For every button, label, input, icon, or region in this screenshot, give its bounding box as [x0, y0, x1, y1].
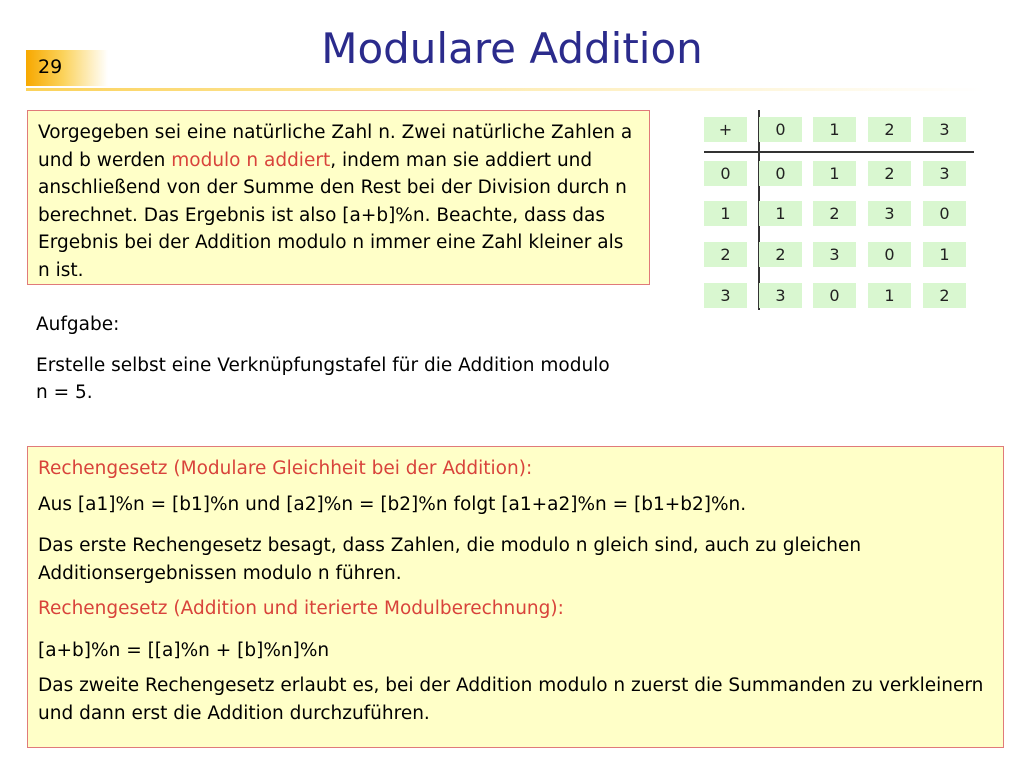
table-cell: 0: [759, 161, 802, 186]
table-header-cell: +: [704, 117, 747, 142]
law1-formula: Aus [a1]%n = [b1]%n und [a2]%n = [b2]%n folgt [a1+a2]%n = [b1+b2]%n.: [38, 493, 747, 515]
table-cell: 1: [759, 201, 802, 226]
table-row-header-cell: 2: [704, 242, 747, 267]
table-cell: 2: [813, 201, 856, 226]
table-header-cell: 2: [868, 117, 911, 142]
law1-explanation: Das erste Rechengesetz besagt, dass Zahlen, die modulo n gleich sind, auch zu gleichen Additionsergebnissen modulo n führen.: [38, 535, 862, 584]
intro-text-part1: Vorgegeben sei eine natürliche Zahl n. Zwei natürliche Zahlen a und b werden: [38, 122, 633, 171]
table-cell: 1: [923, 242, 966, 267]
task-label: Aufgabe:: [36, 314, 120, 335]
table-row-header-cell: 0: [704, 161, 747, 186]
laws-box: [27, 446, 1004, 748]
task-section: [36, 311, 626, 406]
table-header-cell: 3: [923, 117, 966, 142]
law1-title: Rechengesetz (Modulare Gleichheit bei der Addition):: [38, 458, 533, 479]
table-cell: 3: [923, 161, 966, 186]
table-cell: 3: [813, 242, 856, 267]
table-cell: 2: [759, 242, 802, 267]
table-row-header-cell: 3: [704, 283, 747, 308]
table-header-cell: 0: [759, 117, 802, 142]
table-cell: 2: [868, 161, 911, 186]
table-cell: 0: [923, 201, 966, 226]
table-horizontal-divider: [704, 151, 974, 153]
intro-text-part2: , indem man sie addiert und anschließend von der Summe den Rest bei der Division durch n berechnet. Das Ergebnis ist also [a+b]%n. Beachte, dass das Ergebnis bei der Addition modulo n immer eine Zahl kleiner als n ist.: [38, 149, 627, 281]
law2-title: Rechengesetz (Addition und iterierte Modulberechnung):: [38, 598, 564, 619]
slide-number: 29: [38, 56, 63, 78]
table-cell: 3: [868, 201, 911, 226]
page-title: Modulare Addition: [321, 24, 703, 73]
table-header-cell: 1: [813, 117, 856, 142]
intro-box: [27, 110, 650, 285]
table-cell: 0: [868, 242, 911, 267]
table-row-header-cell: 1: [704, 201, 747, 226]
table-cell: 2: [923, 283, 966, 308]
table-cell: 3: [759, 283, 802, 308]
law2-formula: [a+b]%n = [[a]%n + [b]%n]%n: [38, 639, 330, 661]
table-cell: 0: [813, 283, 856, 308]
law2-explanation: Das zweite Rechengesetz erlaubt es, bei der Addition modulo n zuerst die Summanden zu verkleinern und dann erst die Addition durchzuführen.: [38, 675, 984, 724]
intro-highlight: modulo n addiert: [171, 149, 331, 171]
task-text: Erstelle selbst eine Verknüpfungstafel für die Addition modulo n = 5.: [36, 355, 610, 403]
table-cell: 1: [813, 161, 856, 186]
table-cell: 1: [868, 283, 911, 308]
title-divider: [26, 88, 984, 91]
addition-table: [704, 110, 974, 310]
